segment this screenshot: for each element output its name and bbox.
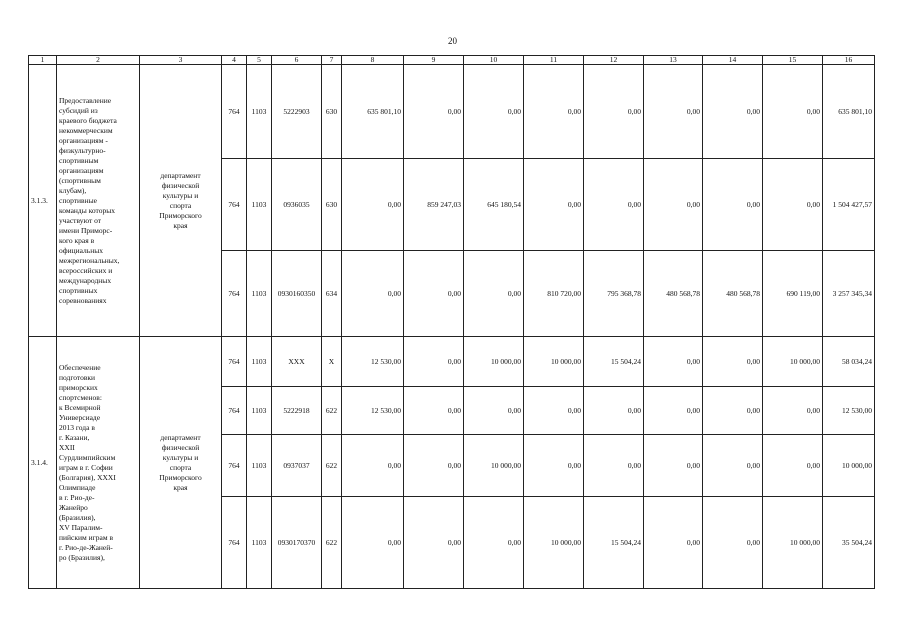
table-row <box>29 65 875 159</box>
cell-col13: 0,00 <box>644 435 703 497</box>
cell-col9: 0,00 <box>404 251 464 337</box>
row-index: 3.1.4. <box>29 337 57 589</box>
cell-col12: 0,00 <box>584 387 644 435</box>
cell-col6: 5222903 <box>272 65 322 159</box>
cell-col8: 0,00 <box>342 435 404 497</box>
cell-col13: 0,00 <box>644 65 703 159</box>
cell-col7: 630 <box>322 65 342 159</box>
cell-col11: 0,00 <box>524 159 584 251</box>
column-header: 12 <box>584 56 644 65</box>
cell-col4: 764 <box>222 387 247 435</box>
cell-col12: 0,00 <box>584 65 644 159</box>
cell-col16: 635 801,10 <box>823 65 875 159</box>
cell-col7: 634 <box>322 251 342 337</box>
cell-col9: 0,00 <box>404 435 464 497</box>
cell-col10: 0,00 <box>464 387 524 435</box>
cell-col10: 0,00 <box>464 251 524 337</box>
cell-col6: 0930160350 <box>272 251 322 337</box>
cell-col11: 810 720,00 <box>524 251 584 337</box>
cell-col8: 12 530,00 <box>342 387 404 435</box>
cell-col15: 0,00 <box>763 65 823 159</box>
column-header: 9 <box>404 56 464 65</box>
cell-col9: 0,00 <box>404 65 464 159</box>
cell-col5: 1103 <box>247 337 272 387</box>
column-number-row <box>29 56 875 65</box>
cell-col7: X <box>322 337 342 387</box>
cell-col4: 764 <box>222 65 247 159</box>
cell-col7: 630 <box>322 159 342 251</box>
column-header: 7 <box>322 56 342 65</box>
column-header: 3 <box>140 56 222 65</box>
cell-col13: 0,00 <box>644 497 703 589</box>
cell-col6: 5222918 <box>272 387 322 435</box>
cell-col9: 859 247,03 <box>404 159 464 251</box>
cell-col7: 622 <box>322 387 342 435</box>
cell-col14: 0,00 <box>703 435 763 497</box>
cell-col11: 0,00 <box>524 65 584 159</box>
column-header: 10 <box>464 56 524 65</box>
cell-col8: 0,00 <box>342 497 404 589</box>
cell-col15: 0,00 <box>763 387 823 435</box>
cell-col8: 0,00 <box>342 159 404 251</box>
cell-col15: 0,00 <box>763 159 823 251</box>
cell-col9: 0,00 <box>404 497 464 589</box>
cell-col14: 0,00 <box>703 65 763 159</box>
column-header: 4 <box>222 56 247 65</box>
cell-col12: 795 368,78 <box>584 251 644 337</box>
cell-col5: 1103 <box>247 251 272 337</box>
cell-col16: 10 000,00 <box>823 435 875 497</box>
cell-col13: 0,00 <box>644 387 703 435</box>
cell-col12: 15 504,24 <box>584 337 644 387</box>
budget-table <box>28 55 875 589</box>
cell-col11: 0,00 <box>524 387 584 435</box>
cell-col12: 0,00 <box>584 435 644 497</box>
row-department: департамент физической культуры и спорта Приморского края <box>140 65 222 337</box>
cell-col11: 0,00 <box>524 435 584 497</box>
cell-col14: 0,00 <box>703 387 763 435</box>
column-header: 11 <box>524 56 584 65</box>
cell-col4: 764 <box>222 251 247 337</box>
row-description: Обеспечение подготовки приморских спортсменов: к Всемирной Универсиаде 2013 года в г. Казани, XXII Сурдлимпийским играм в г. Софии (Болгария), XXXI Олимпиаде в г. Рио-де- Жанейро (Бразилия), XV Паралим- пийским играм в г. Рио-де-Жаней- ро (Бразилия), <box>57 337 140 589</box>
cell-col14: 0,00 <box>703 159 763 251</box>
cell-col6: 0936035 <box>272 159 322 251</box>
cell-col7: 622 <box>322 497 342 589</box>
cell-col15: 690 119,00 <box>763 251 823 337</box>
cell-col15: 0,00 <box>763 435 823 497</box>
column-header: 5 <box>247 56 272 65</box>
cell-col14: 0,00 <box>703 337 763 387</box>
cell-col4: 764 <box>222 435 247 497</box>
cell-col6: 0930170370 <box>272 497 322 589</box>
cell-col8: 0,00 <box>342 251 404 337</box>
cell-col10: 10 000,00 <box>464 337 524 387</box>
cell-col6: 0937037 <box>272 435 322 497</box>
cell-col8: 12 530,00 <box>342 337 404 387</box>
column-header: 1 <box>29 56 57 65</box>
cell-col12: 15 504,24 <box>584 497 644 589</box>
cell-col13: 0,00 <box>644 159 703 251</box>
cell-col14: 0,00 <box>703 497 763 589</box>
cell-col16: 3 257 345,34 <box>823 251 875 337</box>
cell-col4: 764 <box>222 497 247 589</box>
cell-col11: 10 000,00 <box>524 337 584 387</box>
cell-col5: 1103 <box>247 65 272 159</box>
cell-col6: XXX <box>272 337 322 387</box>
row-description: Предоставление субсидий из краевого бюджета некоммерческим организациям - физкультурно- спортивным организациям (спортивным клубам), спортивные команды которых участвуют от имени Приморс- кого края в официальных межрегиональных, всероссийских и международных спортивных соревнованиях <box>57 65 140 337</box>
cell-col4: 764 <box>222 159 247 251</box>
cell-col10: 0,00 <box>464 497 524 589</box>
column-header: 13 <box>644 56 703 65</box>
cell-col16: 1 504 427,57 <box>823 159 875 251</box>
cell-col15: 10 000,00 <box>763 337 823 387</box>
cell-col15: 10 000,00 <box>763 497 823 589</box>
column-header: 6 <box>272 56 322 65</box>
row-department: департамент физической культуры и спорта Приморского края <box>140 337 222 589</box>
column-header: 16 <box>823 56 875 65</box>
column-header: 14 <box>703 56 763 65</box>
cell-col16: 58 034,24 <box>823 337 875 387</box>
cell-col5: 1103 <box>247 435 272 497</box>
cell-col12: 0,00 <box>584 159 644 251</box>
cell-col10: 0,00 <box>464 65 524 159</box>
column-header: 2 <box>57 56 140 65</box>
table-row <box>29 337 875 387</box>
cell-col7: 622 <box>322 435 342 497</box>
cell-col5: 1103 <box>247 497 272 589</box>
cell-col10: 10 000,00 <box>464 435 524 497</box>
cell-col5: 1103 <box>247 387 272 435</box>
cell-col10: 645 180,54 <box>464 159 524 251</box>
row-index: 3.1.3. <box>29 65 57 337</box>
cell-col16: 35 504,24 <box>823 497 875 589</box>
cell-col4: 764 <box>222 337 247 387</box>
cell-col5: 1103 <box>247 159 272 251</box>
cell-col9: 0,00 <box>404 387 464 435</box>
cell-col9: 0,00 <box>404 337 464 387</box>
cell-col13: 480 568,78 <box>644 251 703 337</box>
cell-col16: 12 530,00 <box>823 387 875 435</box>
column-header: 8 <box>342 56 404 65</box>
column-header: 15 <box>763 56 823 65</box>
cell-col13: 0,00 <box>644 337 703 387</box>
cell-col11: 10 000,00 <box>524 497 584 589</box>
cell-col8: 635 801,10 <box>342 65 404 159</box>
cell-col14: 480 568,78 <box>703 251 763 337</box>
page-number: 20 <box>448 36 457 46</box>
